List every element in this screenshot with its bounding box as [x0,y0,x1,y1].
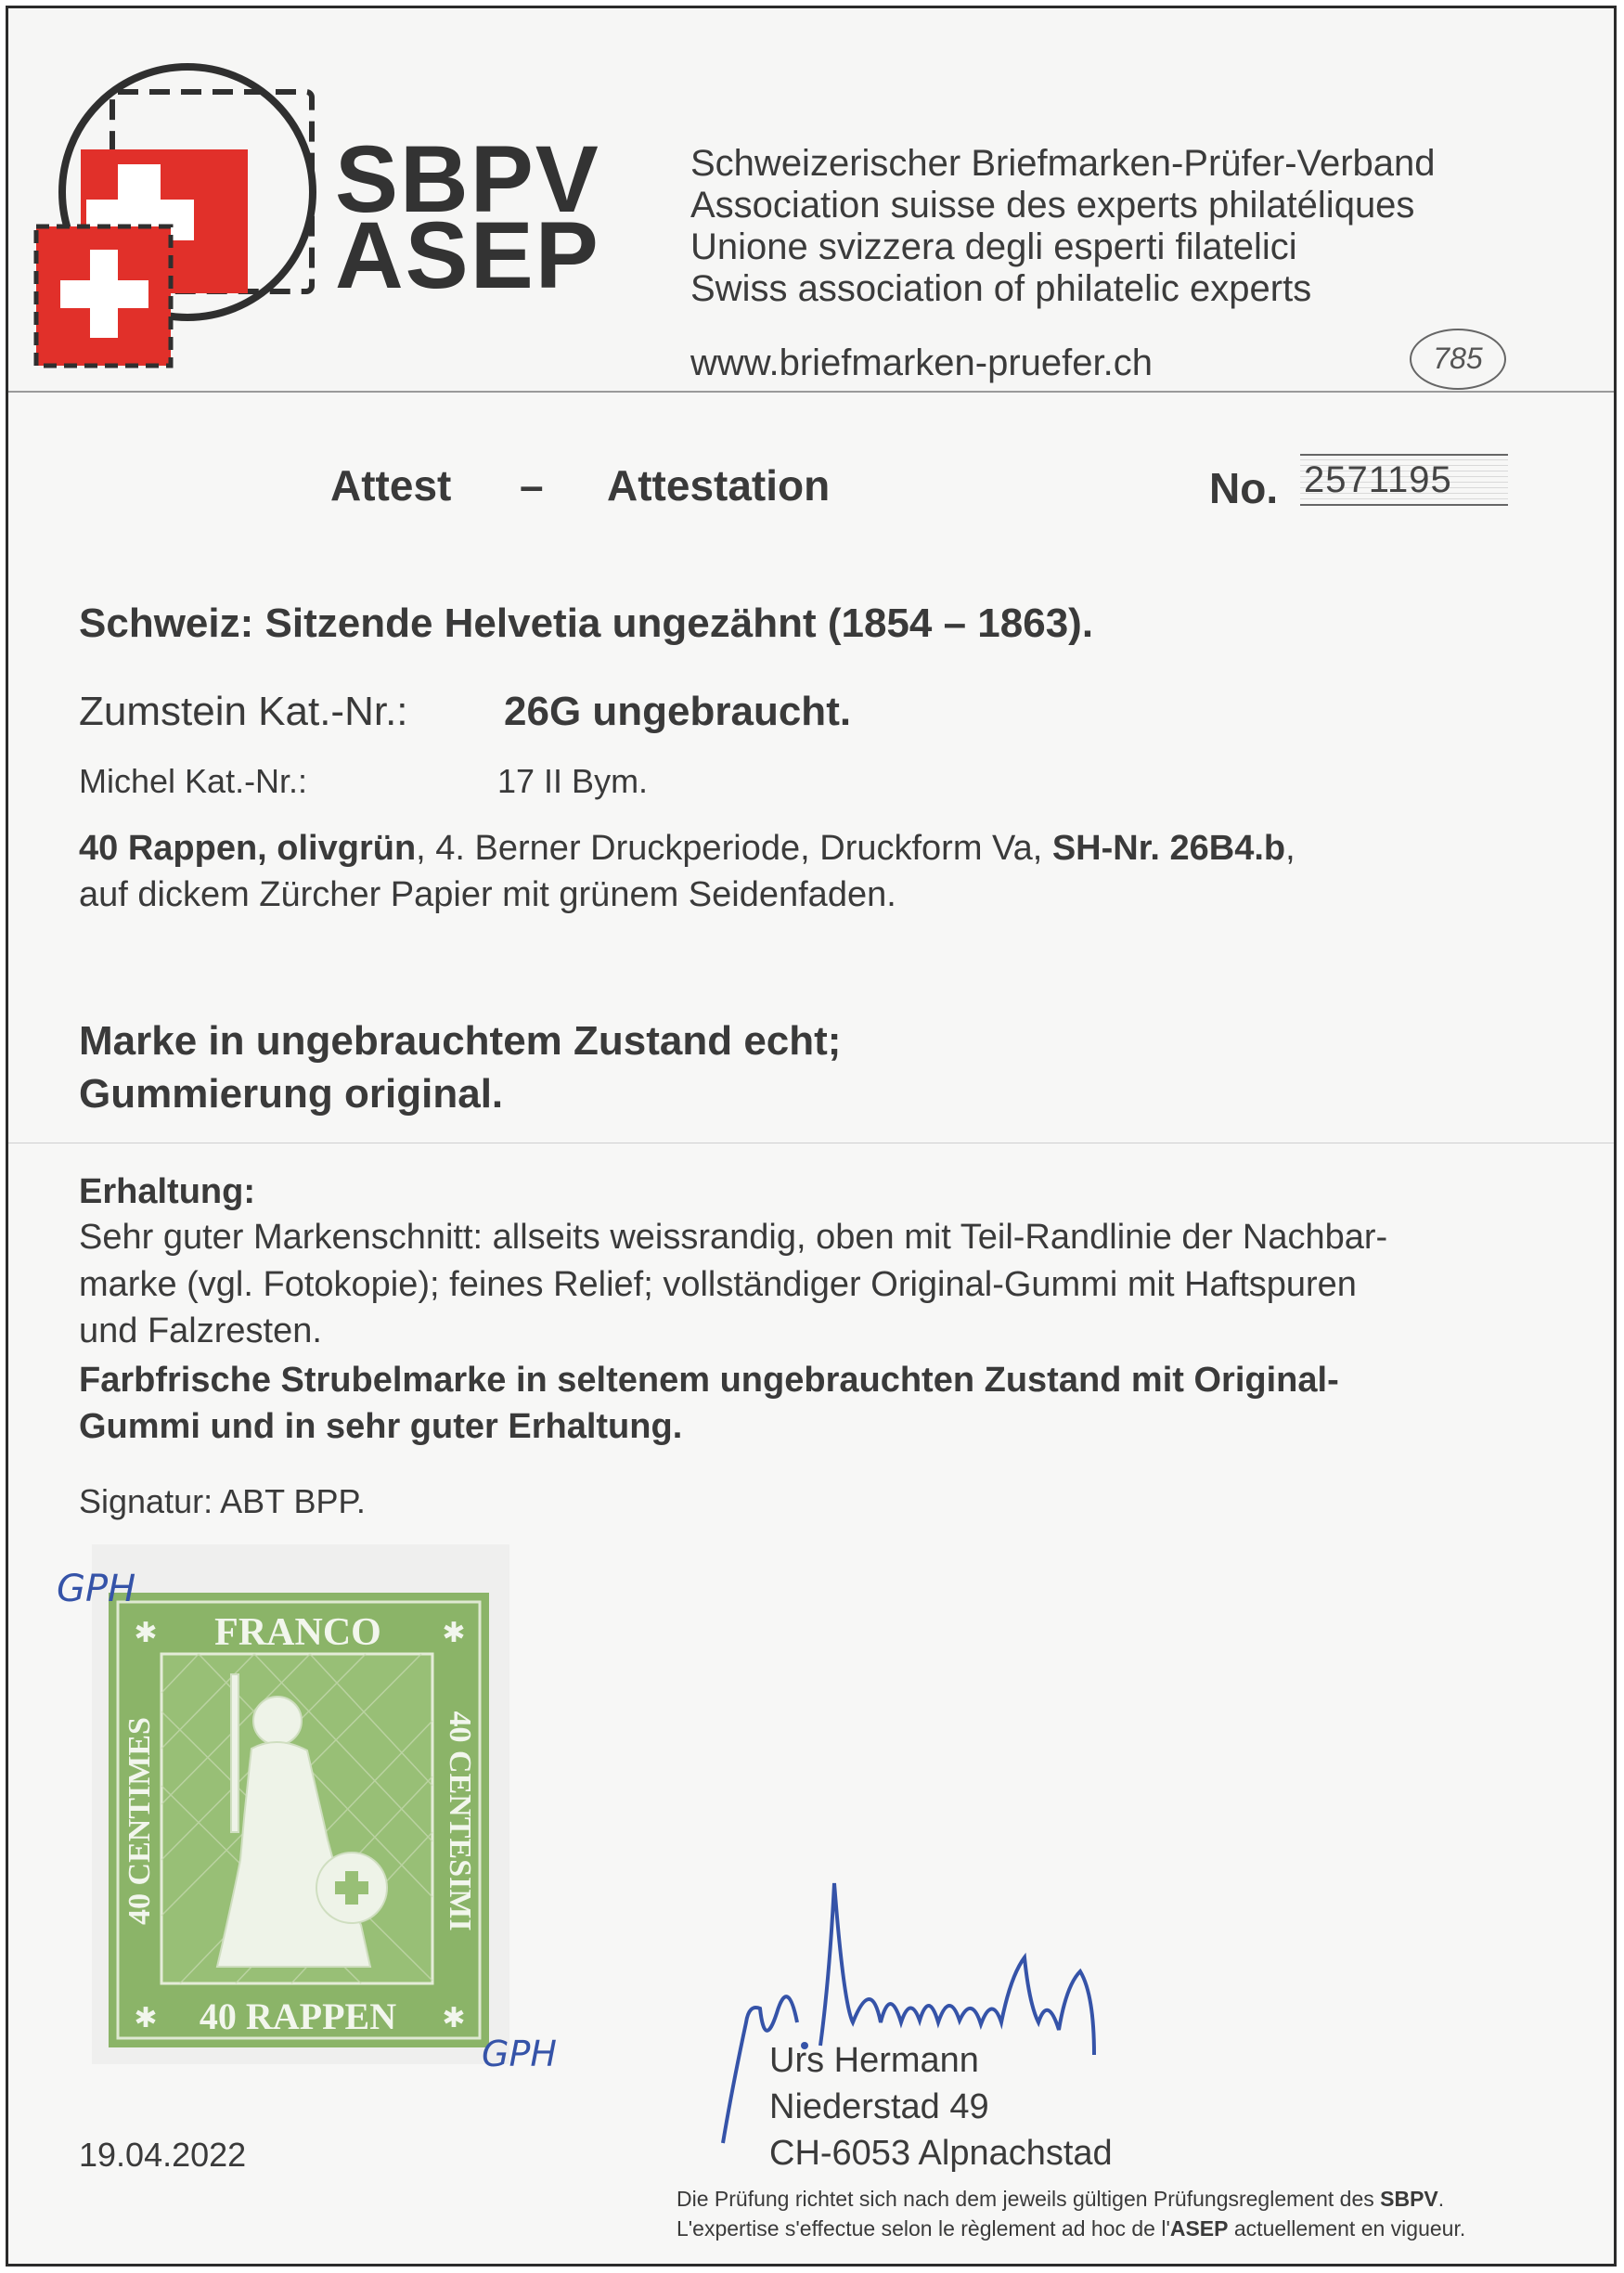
stamp-print-period: , 4. Berner Druckperiode, Druckform Va, [416,829,1052,868]
condition-text-line1: Sehr guter Markenschnitt: allseits weissrandig, oben mit Teil-Randlinie der Nachbar- [79,1218,1388,1257]
verdict-line1: Marke in ungebrauchtem Zustand echt; [79,1018,842,1064]
expert-mark-bottom: GPH [482,2034,557,2074]
handwritten-ref: 785 [1433,342,1483,375]
association-name-fr: Association suisse des experts philatéliques [690,185,1415,226]
footer-de-text: Die Prüfung richtet sich nach dem jeweils gültigen Prüfungsreglement des [677,2187,1381,2211]
signature-note [79,1482,366,1521]
condition-text-line2: marke (vgl. Fotokopie); feines Relief; vollständiger Original-Gummi mit Haftspuren [79,1265,1357,1304]
logo-asep-text: ASEP [335,202,600,308]
certificate-date: 19.04.2022 [79,2136,247,2174]
stamp-corner-star: ✱ [442,1618,466,1648]
footer-line-fr [677,2215,1465,2242]
footer-de-sbpv: SBPV [1380,2187,1438,2211]
stamp-corner-star: ✱ [134,2003,158,2034]
certificate-number-box [1300,454,1508,506]
association-name-it: Unione svizzera degli esperti filatelici [690,226,1297,267]
stamp-right-text: 40 CENTESIMI [443,1711,477,1931]
zumstein-label: Zumstein Kat.-Nr.: [79,689,408,734]
stamp-value-color: 40 Rappen, olivgrün [79,829,417,868]
expert-street: Niederstad 49 [769,2087,989,2126]
condition-summary-line1: Farbfrische Strubelmarke in seltenem ungebrauchten Zustand mit Original- [79,1361,1339,1400]
country-series-line: Schweiz: Sitzende Helvetia ungezähnt (1854 – 1863). [79,601,1094,646]
stamp-photo [92,1544,509,2064]
certificate-frame [6,6,1617,2267]
footer-fr-text: L'expertise s'effectue selon le règlement ad hoc de l' [677,2216,1170,2241]
condition-heading: Erhaltung: [79,1172,255,1211]
title-attest: Attest [330,461,452,510]
verdict-line2: Gummierung original. [79,1071,504,1117]
footer-line-de [677,2185,1444,2213]
zumstein-value: 26G ungebraucht. [504,689,852,734]
title-attestation: Attestation [607,461,831,510]
signature-note-label: Signatur: [79,1482,213,1520]
condition-text-line3: und Falzresten. [79,1311,322,1350]
stamp-corner-star: ✱ [442,2003,466,2034]
stamp-illustration [92,1544,509,2064]
handwritten-ref-circle [1410,329,1506,390]
sbpv-logo-icon [8,8,342,391]
website-link[interactable]: www.briefmarken-pruefer.ch [690,342,1153,383]
number-label: No. [1209,464,1279,512]
expert-mark-top: GPH [57,1568,136,1610]
expert-name: Urs Hermann [769,2041,979,2080]
michel-value: 17 II Bym. [497,762,649,800]
michel-label: Michel Kat.-Nr.: [79,762,308,800]
expert-city: CH-6053 Alpnachstad [769,2134,1113,2173]
title-dash: – [520,461,544,510]
certificate-number: 2571195 [1304,459,1452,500]
association-name-de: Schweizerischer Briefmarken-Prüfer-Verband [690,143,1436,184]
signature-note-value: ABT BPP. [220,1482,366,1520]
association-name-en: Swiss association of philatelic experts [690,268,1312,309]
certificate-header [8,8,1614,393]
desc-comma: , [1285,829,1295,868]
stamp-description-line2: auf dickem Zürcher Papier mit grünem Seidenfaden. [79,875,896,914]
footer-de-end: . [1437,2187,1445,2211]
logo-sbpv-text: SBPV [335,126,600,232]
condition-summary-line2: Gummi und in sehr guter Erhaltung. [79,1407,683,1446]
stamp-description-line1 [79,829,1295,869]
stamp-bottom-text: 40 RAPPEN [199,1995,397,2037]
stamp-top-text: FRANCO [214,1611,381,1654]
footer-fr-end: actuellement en vigueur. [1228,2216,1466,2241]
stamp-left-text: 40 CENTIMES [122,1717,157,1925]
stamp-corner-star: ✱ [134,1618,158,1648]
sh-number: SH-Nr. 26B4.b [1051,829,1286,868]
footer-fr-asep: ASEP [1169,2216,1229,2241]
